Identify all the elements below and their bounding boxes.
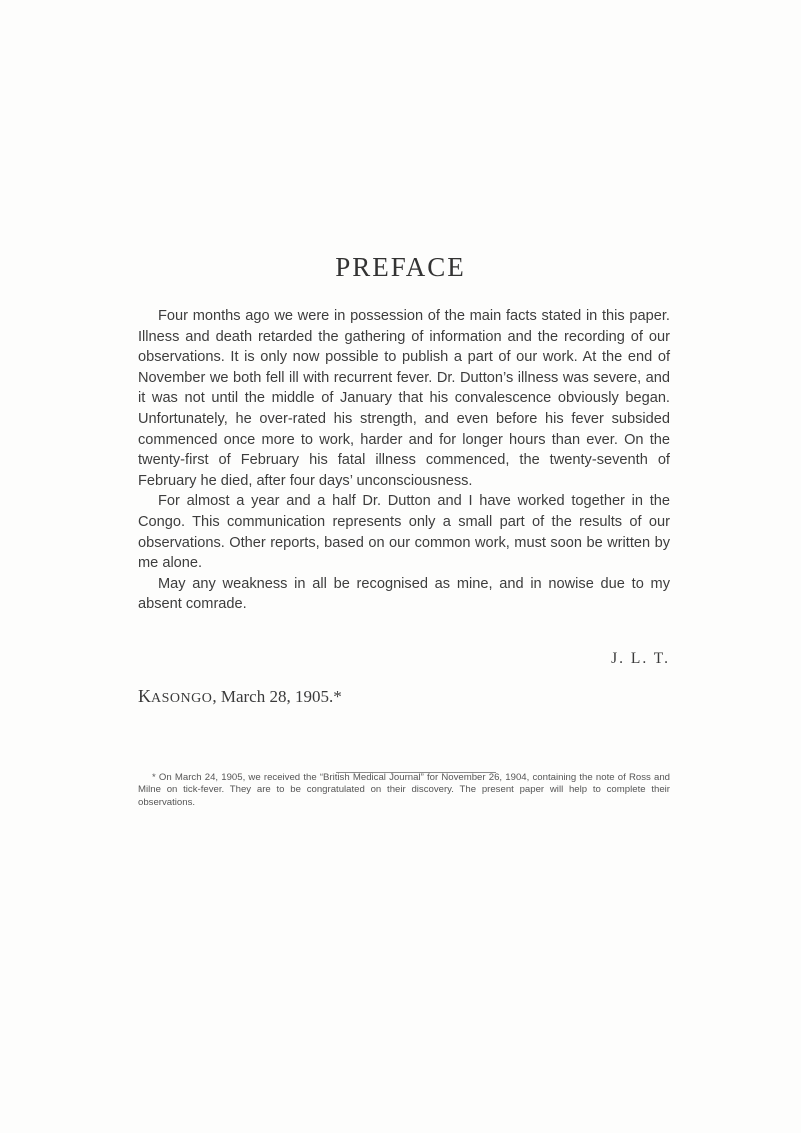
page-title: PREFACE <box>335 252 466 282</box>
place-initial: K <box>138 686 151 706</box>
place-name-rest: ASONGO <box>151 691 213 706</box>
date-line: , March 28, 1905.* <box>212 687 342 706</box>
place-and-date <box>138 686 342 707</box>
signature-initials: J. L. T. <box>611 650 670 667</box>
footnote: * On March 24, 1905, we received the “British Medical Journal” for November 26, 1904, containing the note of Ross and Milne on tick-fever. They are to be congratulated on their discovery. The present paper will help to complete their observations. <box>138 772 670 808</box>
preface-body <box>138 306 670 615</box>
paragraph-2: For almost a year and a half Dr. Dutton and I have worked together in the Congo. This communication represents only a small part of the results of our observations. Other reports, based on our common work, must soon be written by me alone. <box>138 493 670 572</box>
paragraph-1: Four months ago we were in possession of the main facts stated in this paper. Illness and death retarded the gathering of information and the recording of our observations. It is only now possible to publish a part of our work. At the end of November we both fell ill with recurrent fever. Dr. Dutton’s illness was severe, and it was not until the middle of January that his convalescence obviously began. Unfortunately, he over-rated his strength, and even before his fever subsided commenced once more to work, harder and for longer hours than ever. On the twenty-first of February his fatal illness commenced, the twenty-seventh of February he died, after four days’ unconsciousness. <box>138 308 670 489</box>
paragraph-3: May any weakness in all be recognised as mine, and in nowise due to my absent comrade. <box>138 575 670 613</box>
